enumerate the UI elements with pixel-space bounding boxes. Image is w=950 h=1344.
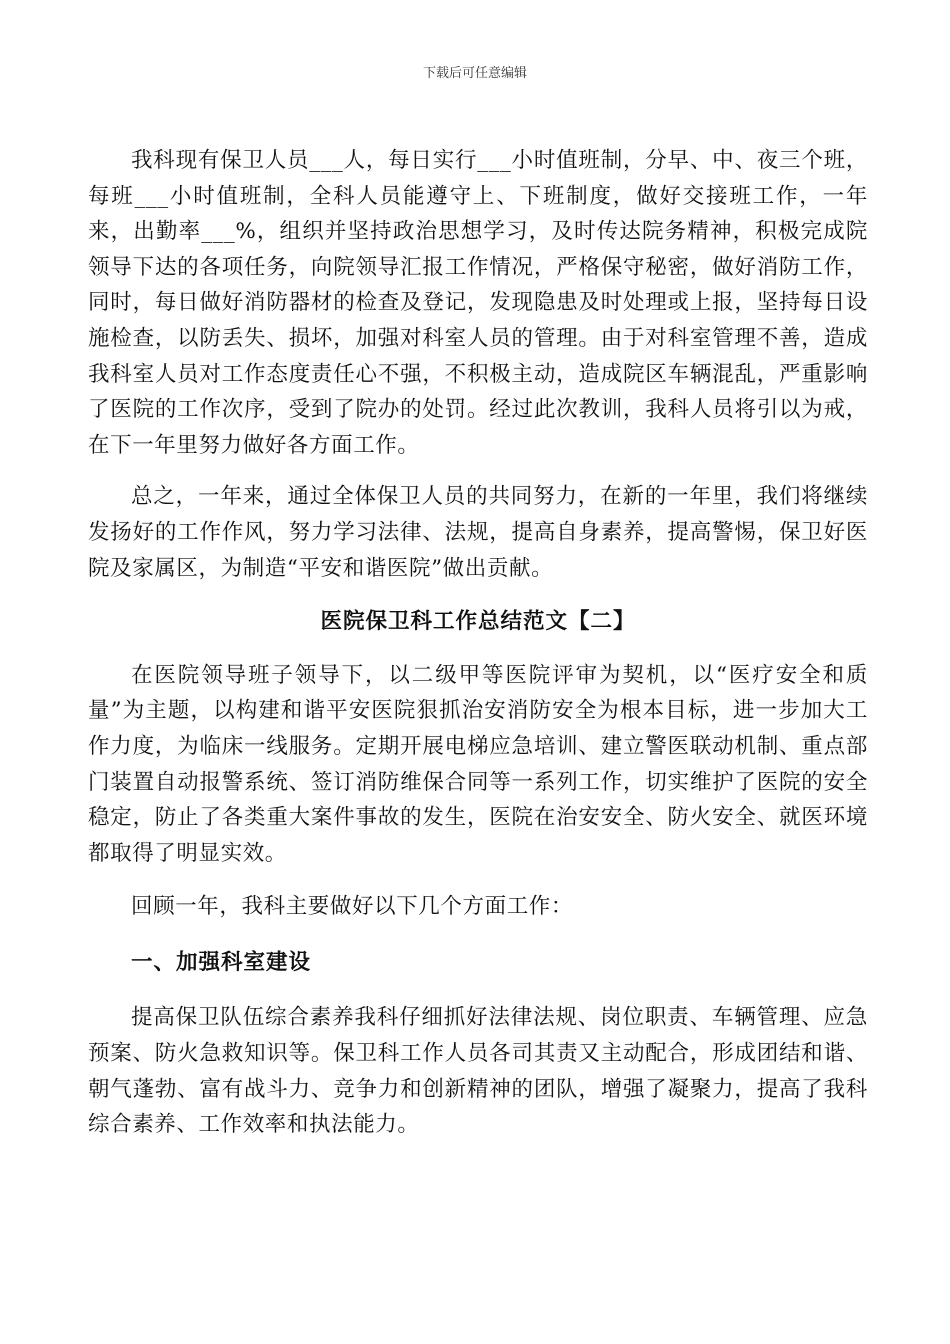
document-body	[88, 143, 868, 1143]
paragraph-review: 回顾一年，我科主要做好以下几个方面工作：	[131, 894, 574, 920]
paragraph-summary: 总之，一年来，通过全体保卫人员的共同努力，在新的一年里，我们将继续发扬好的工作作风，努力学习法律、法规，提高自身素养，提高警惕，保卫好医院及家属区，为制造“平安和谐医院”做出贡献。	[88, 484, 868, 581]
paragraph-team-building: 提高保卫队伍综合素养我科仔细抓好法律法规、岗位职责、车辆管理、应急预案、防火急救知识等。保卫科工作人员各司其责又主动配合，形成团结和谐、朝气蓬勃、富有战斗力、竞争力和创新精神的团队，增强了凝聚力，提高了我科综合素养、工作效率和执法能力。	[88, 1005, 868, 1138]
page-header: 下载后可任意编辑	[422, 66, 527, 81]
paragraph-intro-two: 在医院领导班子领导下，以二级甲等医院评审为契机，以“医疗安全和质量”为主题，以构建和谐平安医院狠抓治安消防安全为根本目标，进一步加大工作力度，为临床一线服务。定期开展电梯应急培训、建立警医联动机制、重点部门装置自动报警系统、签订消防维保合同等一系列工作，切实维护了医院的安全稳定，防止了各类重大案件事故的发生，医院在治安安全、防火安全、就医环境都取得了明显实效。	[88, 662, 868, 866]
section-title-two: 医院保卫科工作总结范文【二】	[320, 609, 636, 635]
paragraph-duty-roster: 我科现有保卫人员___人，每日实行___小时值班制，分早、中、夜三个班，每班___小时值班制，全科人员能遵守上、下班制度，做好交接班工作，一年来，出勤率___%，组织并坚持政治思想学习，及时传达院务精神，积极完成院领导下达的各项任务，向院领导汇报工作情况，严格保守秘密，做好消防工作，同时，每日做好消防器材的检查及登记，发现隐患及时处理或上报，坚持每日设施检查，以防丢失、损坏，加强对科室人员的管理。由于对科室管理不善，造成我科室人员对工作态度责任心不强，不积极主动，造成院区车辆混乱，严重影响了医院的工作次序，受到了院办的处罚。经过此次教训，我科人员将引以为戒，在下一年里努力做好各方面工作。	[88, 148, 868, 458]
subsection-title-one: 一、加强科室建设	[131, 949, 312, 975]
